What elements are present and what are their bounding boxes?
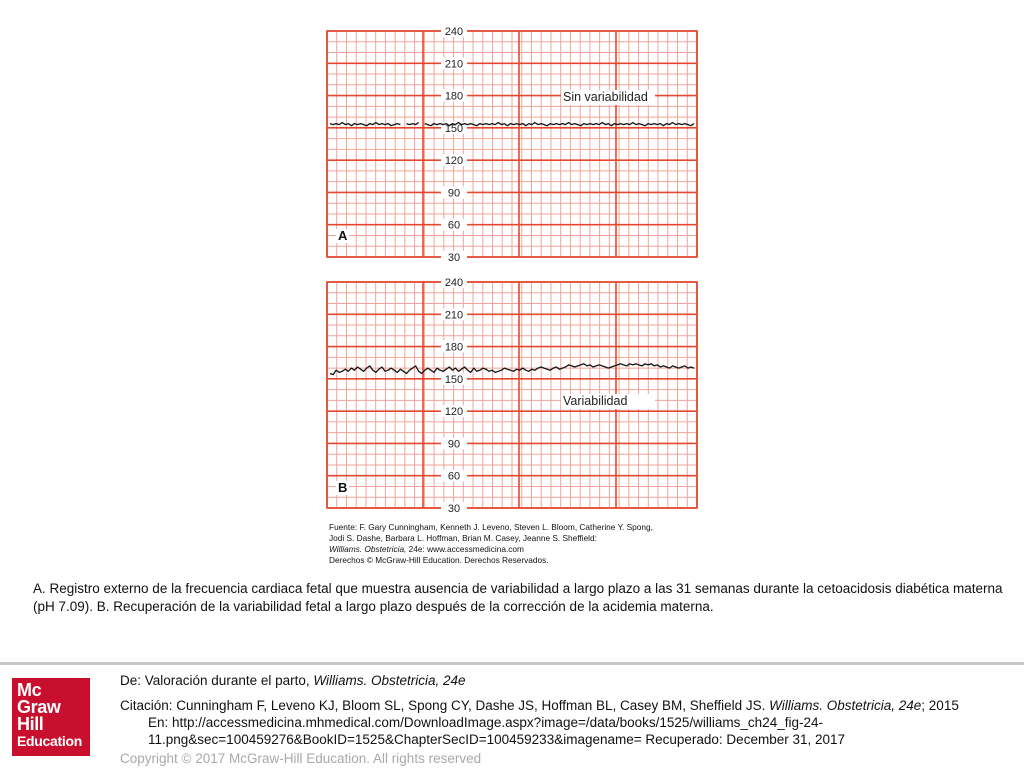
copyright-notice: Copyright © 2017 McGraw-Hill Education. All rights reserved bbox=[120, 751, 482, 766]
panel-letter: B bbox=[338, 480, 348, 495]
y-tick-label: 120 bbox=[444, 406, 464, 419]
y-tick-label: 60 bbox=[447, 219, 461, 232]
y-tick-label: 240 bbox=[444, 26, 464, 38]
from-chapter: Valoración durante el parto, bbox=[144, 673, 314, 688]
panel-annotation: Sin variabilidad bbox=[563, 90, 648, 104]
figure-caption: A. Registro externo de la frecuencia cardiaca fetal que muestra ausencia de variabilidad a largo plazo a las 31 semanas durante la cetoacidosis diabética materna (pH 7.09). B. Recuperación de la variabilidad fetal a largo plazo después de la corrección de la acidemia materna. bbox=[33, 581, 1003, 614]
y-tick-label: 90 bbox=[447, 438, 461, 451]
mcgraw-hill-education-logo bbox=[12, 678, 90, 756]
y-tick-label: 30 bbox=[447, 252, 461, 264]
citation-block bbox=[120, 697, 1010, 748]
citation-url: En: http://accessmedicina.mhmedical.com/DownloadImage.aspx?image=/data/books/1525/williams_ch24_fig-24-11.png&sec=100459276&BookID=1525&ChapterSecID=100459233&imagename= Recuperado: December 31, 2017 bbox=[148, 715, 846, 747]
y-tick-label: 150 bbox=[444, 373, 464, 386]
y-tick-label: 120 bbox=[444, 155, 464, 168]
from-book-title: Williams. Obstetricia, 24e bbox=[313, 673, 466, 688]
panel-annotation: Variabilidad bbox=[563, 394, 628, 408]
source-line-3 bbox=[329, 544, 524, 554]
source-line-1: Fuente: F. Gary Cunningham, Kenneth J. Leveno, Steven L. Bloom, Catherine Y. Spong, bbox=[329, 522, 653, 532]
citation-book-title: Williams. Obstetricia, 24e bbox=[769, 698, 922, 713]
logo-line-1: Mc bbox=[17, 680, 42, 700]
citation-prefix: Citación: bbox=[120, 698, 177, 713]
figure-source-credit bbox=[329, 522, 653, 565]
citation-separator: . bbox=[761, 698, 770, 713]
footer-divider bbox=[0, 662, 1024, 665]
y-tick-label: 210 bbox=[444, 58, 464, 71]
citation-authors: Cunningham F, Leveno KJ, Bloom SL, Spong CY, Dashe JS, Hoffman BL, Casey BM, Sheffield JS bbox=[176, 698, 762, 713]
y-tick-label: 210 bbox=[444, 309, 464, 322]
logo-line-2: Graw bbox=[17, 697, 61, 717]
from-prefix: De: bbox=[120, 673, 145, 688]
y-tick-label: 150 bbox=[444, 122, 464, 135]
logo-line-4: Education bbox=[17, 733, 82, 749]
y-tick-label: 240 bbox=[444, 277, 464, 289]
y-tick-label: 30 bbox=[447, 503, 461, 515]
panel-letter: A bbox=[338, 228, 348, 243]
source-book-rest: 24e: www.accessmedicina.com bbox=[406, 544, 524, 554]
y-tick-label: 180 bbox=[444, 90, 464, 103]
panel-a-ctg-tracing bbox=[327, 25, 697, 264]
citation-year: ; 2015 bbox=[921, 698, 959, 713]
y-tick-label: 180 bbox=[444, 341, 464, 354]
y-tick-label: 60 bbox=[447, 470, 461, 483]
source-line-4: Derechos © McGraw-Hill Education. Derechos Reservados. bbox=[329, 555, 549, 565]
source-chapter-line bbox=[120, 672, 1010, 689]
source-line-2: Jodi S. Dashe, Barbara L. Hoffman, Brian M. Casey, Jeanne S. Sheffield: bbox=[329, 533, 597, 543]
citation-footer bbox=[120, 672, 1010, 767]
source-book-title: Williams. Obstetricia, bbox=[329, 544, 407, 554]
logo-line-3: Hill bbox=[17, 714, 44, 734]
panel-b-ctg-tracing bbox=[327, 276, 697, 515]
y-tick-label: 90 bbox=[447, 187, 461, 200]
